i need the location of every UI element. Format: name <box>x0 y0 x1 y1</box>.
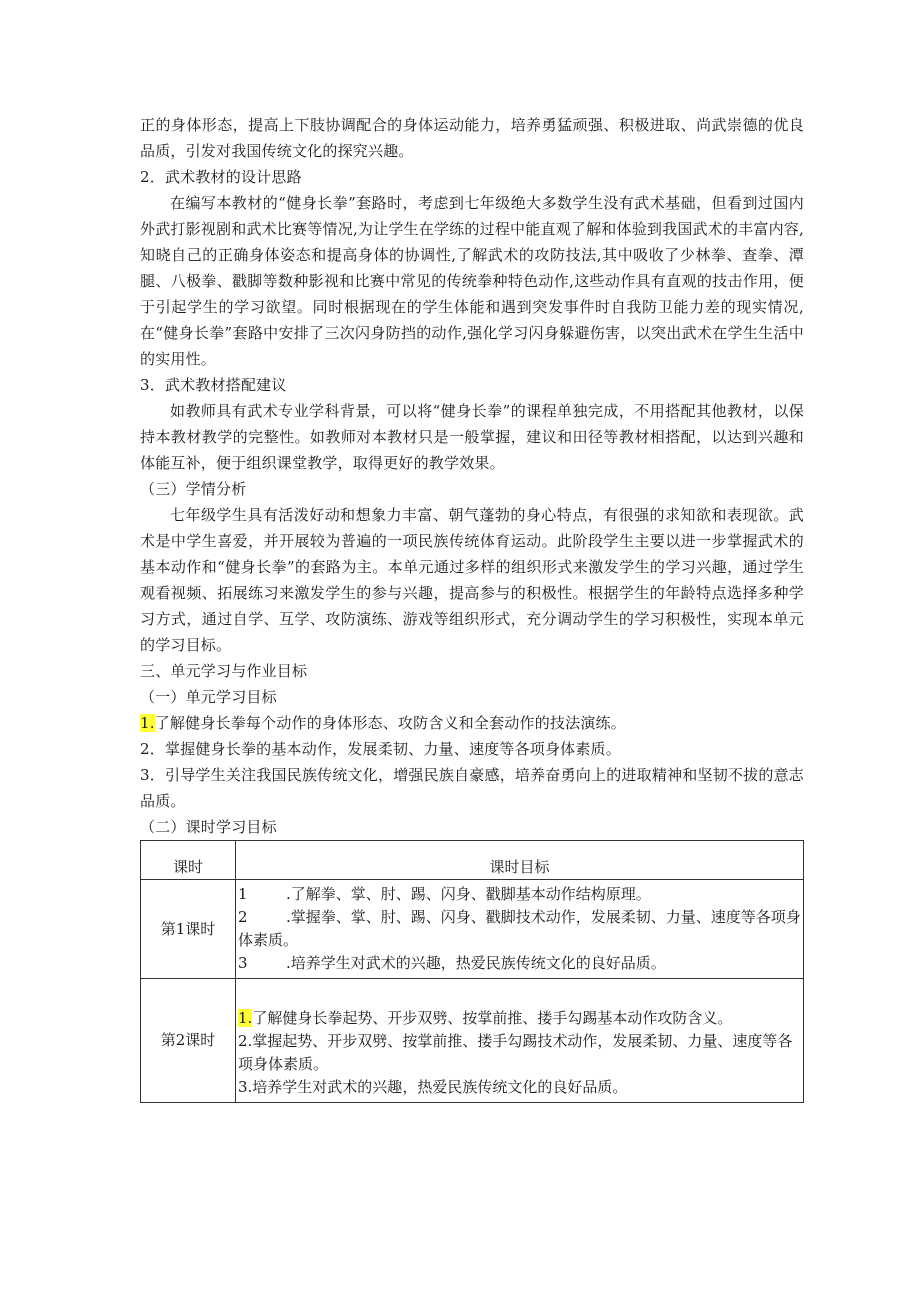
table-row <box>141 979 804 1103</box>
lesson-1-label: 第1课时 <box>141 880 236 979</box>
section-3-heading: 3．武术教材搭配建议 <box>140 376 287 394</box>
table-header-row <box>141 841 804 880</box>
intro-paragraph: 正的身体形态，提高上下肢协调配合的身体运动能力，培养勇猛顽强、积极进取、尚武崇德的优良品质，引发对我国传统文化的探究兴趣。 <box>140 116 804 160</box>
lesson-2-goal-3: 3.培养学生对武术的兴趣，热爱民族传统文化的良好品质。 <box>238 1078 628 1096</box>
header-goals: 课时目标 <box>236 841 804 880</box>
unit-goal-1 <box>140 710 804 736</box>
highlight-number: 1. <box>238 1009 253 1027</box>
document-page <box>140 112 804 1103</box>
lesson-2-goal-1: 1.了解健身长拳起势、开步双劈、按掌前推、搂手勾踢基本动作攻防含义。 <box>238 1009 733 1027</box>
section-2-body: 在编写本教材的“健身长拳”套路时，考虑到七年级绝大多数学生没有武术基础，但看到过国内外武打影视剧和武术比赛等情况,为让学生在学练的过程中能直观了解和体验到我国武术的丰富内容,知晓自己的正确身体姿态和提高身体的协调性,了解武术的攻防技法,其中吸收了少林拳、查拳、潭腿、八极拳、戳脚等数种影视和比赛中常见的传统拳种特色动作,这些动作具有直观的技击作用，便于引起学生的学习欲望。同时根据现在的学生体能和遇到突发事件时自我防卫能力差的现实情况,在“健身长拳”套路中安排了三次闪身防挡的动作,强化学习闪身躲避伤害，以突出武术在学生生活中的实用性。 <box>140 194 804 368</box>
lesson-2-label: 第2课时 <box>141 979 236 1103</box>
lesson-1-goals <box>236 880 804 979</box>
analysis-heading: （三）学情分析 <box>140 480 247 498</box>
lesson-1-goal-2: 2 .掌握拳、掌、肘、踢、闪身、戳脚技术动作，发展柔韧、力量、速度等各项身体素质。 <box>238 908 801 949</box>
lesson-goals-subheading: （二）课时学习目标 <box>140 818 277 836</box>
unit-goal-1-text: 了解健身长拳每个动作的身体形态、攻防含义和全套动作的技法演练。 <box>154 714 626 732</box>
section-3-body: 如教师具有武术专业学科背景，可以将“健身长拳”的课程单独完成，不用搭配其他教材，以保持本教材教学的完整性。如教师对本教材只是一般掌握，建议和田径等教材相搭配，以达到兴趣和体能互补，便于组织课堂教学，取得更好的教学效果。 <box>140 402 804 472</box>
section-2-heading: 2．武术教材的设计思路 <box>140 168 302 186</box>
header-lesson: 课时 <box>141 841 236 880</box>
lesson-1-goal-1: 1 .了解拳、掌、肘、踢、闪身、戳脚基本动作结构原理。 <box>238 885 651 903</box>
unit-goals-subheading: （一）单元学习目标 <box>140 688 277 706</box>
table-row <box>141 880 804 979</box>
unit-goal-3: 3．引导学生关注我国民族传统文化，增强民族自豪感，培养奋勇向上的进取精神和坚韧不拔的意志品质。 <box>140 766 804 810</box>
unit-goal-2: 2．掌握健身长拳的基本动作，发展柔韧、力量、速度等各项身体素质。 <box>140 740 621 758</box>
lesson-2-goal-2: 2.掌握起势、开步双劈、按掌前推、搂手勾踢技术动作，发展柔韧、力量、速度等各项身体素质。 <box>238 1032 793 1073</box>
analysis-body: 七年级学生具有活泼好动和想象力丰富、朝气蓬勃的身心特点，有很强的求知欲和表现欲。武术是中学生喜爱，并开展较为普遍的一项民族传统体育运动。此阶段学生主要以进一步掌握武术的基本动作和“健身长拳”的套路为主。本单元通过多样的组织形式来激发学生的学习兴趣，通过学生观看视频、拓展练习来激发学生的参与兴趣，提高参与的积极性。根据学生的年龄特点选择多种学习方式，通过自学、互学、攻防演练、游戏等组织形式，充分调动学生的学习积极性，实现本单元的学习目标。 <box>140 506 804 654</box>
lesson-goals-table <box>140 840 804 1103</box>
lesson-1-goal-3: 3 .培养学生对武术的兴趣，热爱民族传统文化的良好品质。 <box>238 954 666 972</box>
goals-heading: 三、单元学习与作业目标 <box>140 662 308 680</box>
lesson-2-goals <box>236 979 804 1103</box>
highlight-number: 1. <box>140 714 155 732</box>
